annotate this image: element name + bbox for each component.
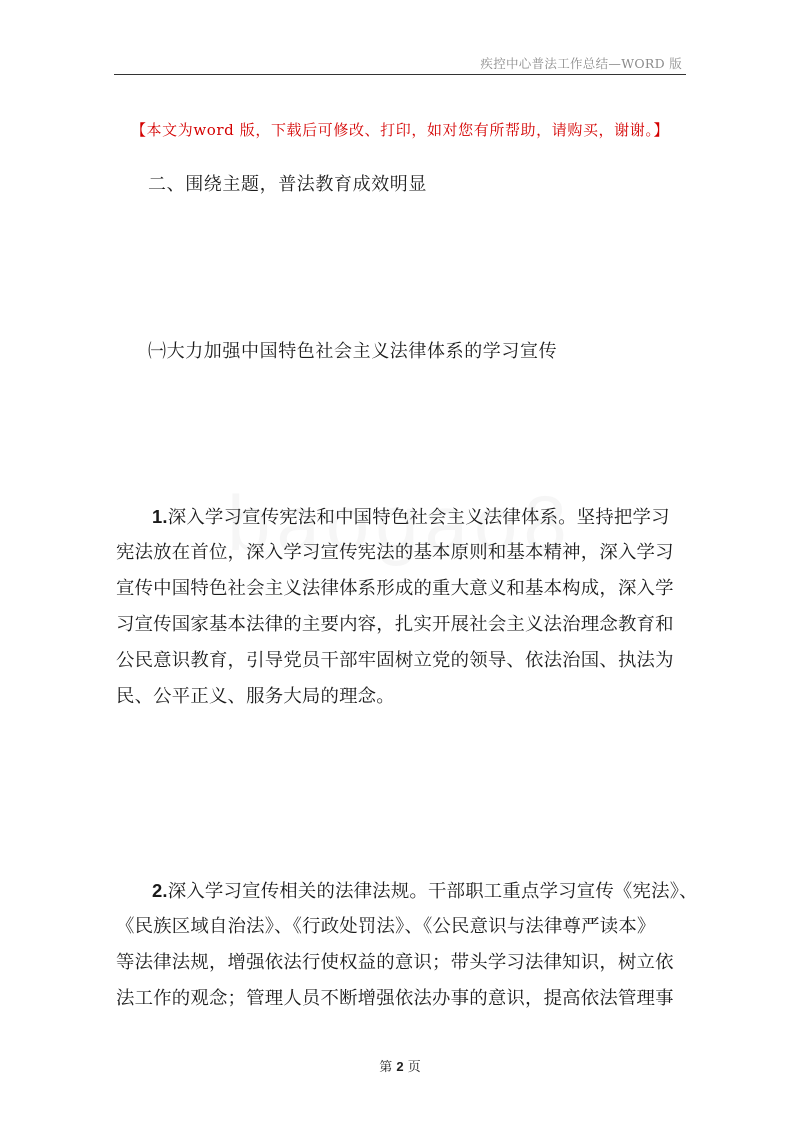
paragraph-line: 公民意识教育，引导党员干部牢固树立党的领导、依法治国、执法为 [116,650,674,671]
paragraph-2 [116,873,698,1017]
paragraph-line: 《民族区域自治法》、《行政处罚法》、《公民意识与法律尊严读本》 [116,916,656,937]
paragraph-number: 2. [152,880,168,901]
paragraph-line: 法工作的观念；管理人员不断增强依法办事的意识，提高依法管理事 [116,988,674,1009]
header-divider [114,74,686,75]
paragraph-line [116,873,698,909]
paragraph-line: 等法律法规，增强依法行使权益的意识；带头学习法律知识，树立依 [116,952,674,973]
page-suffix: 页 [407,1060,421,1075]
page-prefix: 第 [379,1060,393,1075]
purchase-notice: 【本文为word 版，下载后可修改、打印，如对您有所帮助，请购买，谢谢。】 [130,121,670,139]
header-title: 疾控中心普法工作总结—WORD 版 [480,56,682,71]
paragraph-text: 深入学习宣传相关的法律法规。干部职工重点学习宣传《宪法》、 [167,881,698,902]
paragraph-number: 1. [152,506,168,527]
page-number-footer [0,1056,800,1075]
paragraph-text: 深入学习宣传宪法和中国特色社会主义法律体系。坚持把学习 [167,507,670,528]
page-number: 2 [396,1059,404,1074]
paragraph-line [116,499,686,535]
subsection-heading: ㈠大力加强中国特色社会主义法律体系的学习宣传 [148,341,558,362]
paragraph-1 [116,499,686,715]
section-heading: 二、围绕主题，普法教育成效明显 [148,174,427,195]
paragraph-line: 民、公平正义、服务大局的理念。 [116,686,395,707]
paragraph-line: 宣传中国特色社会主义法律体系形成的重大意义和基本构成，深入学 [116,578,674,599]
paragraph-line: 习宣传国家基本法律的主要内容，扎实开展社会主义法治理念教育和 [116,614,674,635]
paragraph-line: 宪法放在首位，深入学习宣传宪法的基本原则和基本精神，深入学习 [116,542,674,563]
